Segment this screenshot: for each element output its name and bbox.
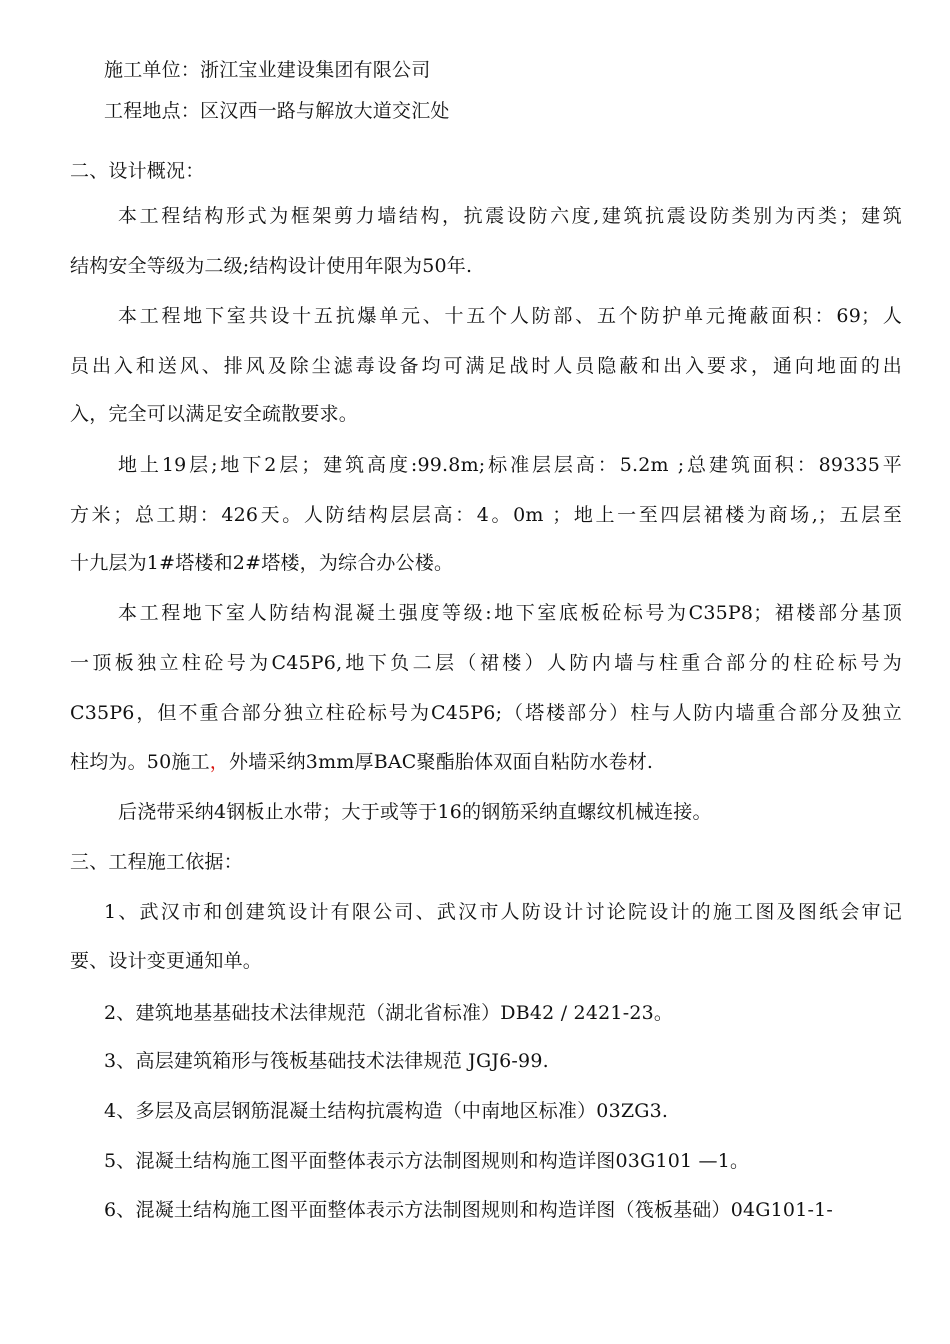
basis-item-3: 3、高层建筑箱形与筏板基础技术法律规范 JGJ6-99.: [104, 1050, 549, 1072]
paragraph-concrete-grade-line-4: [70, 750, 653, 774]
section-heading-construction-basis: 三、工程施工依据：: [70, 851, 243, 873]
basis-item-5: 5、混凝土结构施工图平面整体表示方法制图规则和构造详图03G101 —1。: [104, 1150, 750, 1172]
paragraph-structure-line-2: 结构安全等级为二级;结构设计使用年限为50年.: [70, 255, 473, 277]
paragraph-civil-defense-line-2: 员出入和送风、排风及除尘滤毒设备均可满足战时人员隐蔽和出入要求，通向地面的出: [70, 355, 902, 377]
section-heading-design-overview: 二、设计概况：: [70, 160, 205, 182]
paragraph-building-data-line-3: 十九层为1#塔楼和2#塔楼，为综合办公楼。: [70, 552, 454, 574]
paragraph-concrete-grade-line-2: 一顶板独立柱砼号为C45P6,地下负二层（裙楼）人防内墙与柱重合部分的柱砼标号为: [70, 652, 902, 674]
paragraph-building-data-line-2: 方米；总工期：426天。人防结构层层高：4。0m ；地上一至四层裙楼为商场,；五层至: [70, 504, 902, 526]
paragraph-civil-defense-line-3: 入，完全可以满足安全疏散要求。: [70, 403, 359, 425]
paragraph-post-pour-strip: 后浇带采纳4钢板止水带；大于或等于16的钢筋采纳直螺纹机械连接。: [118, 801, 712, 823]
project-location-line: 工程地点：区汉西一路与解放大道交汇处: [104, 100, 450, 122]
paragraph-structure-line-1: 本工程结构形式为框架剪力墙结构，抗震设防六度,建筑抗震设防类别为丙类；建筑: [118, 205, 902, 227]
concrete-line-4-part-a: 柱均为。50施工: [70, 751, 210, 773]
concrete-line-4-part-c: 外墙采纳3mm厚BAC聚酯胎体双面自粘防水卷材.: [228, 751, 654, 773]
basis-item-1-line-2: 要、设计变更通知单。: [70, 950, 263, 972]
basis-item-4: 4、多层及高层钢筋混凝土结构抗震构造（中南地区标准）03ZG3.: [104, 1100, 669, 1122]
construction-unit-line: 施工单位：浙江宝业建设集团有限公司: [104, 59, 431, 81]
paragraph-concrete-grade-line-1: 本工程地下室人防结构混凝土强度等级:地下室底板砼标号为C35P8；裙楼部分基顶: [118, 602, 902, 624]
basis-item-2: 2、建筑地基基础技术法律规范（湖北省标准）DB42 / 2421-23。: [104, 1002, 674, 1024]
basis-item-1-line-1: 1、武汉市和创建筑设计有限公司、武汉市人防设计讨论院设计的施工图及图纸会审记: [104, 901, 902, 923]
red-comma: ，: [209, 751, 229, 773]
paragraph-civil-defense-line-1: 本工程地下室共设十五抗爆单元、十五个人防部、五个防护单元掩蔽面积：69；人: [118, 305, 902, 327]
paragraph-concrete-grade-line-3: C35P6，但不重合部分独立柱砼标号为C45P6;（塔楼部分）柱与人防内墙重合部分及独立: [70, 702, 902, 724]
basis-item-6: 6、混凝土结构施工图平面整体表示方法制图规则和构造详图（筏板基础）04G101-1-: [104, 1199, 834, 1221]
paragraph-building-data-line-1: 地上19层;地下2层；建筑高度:99.8m;标准层层高：5.2m ;总建筑面积：89335平: [118, 454, 902, 476]
